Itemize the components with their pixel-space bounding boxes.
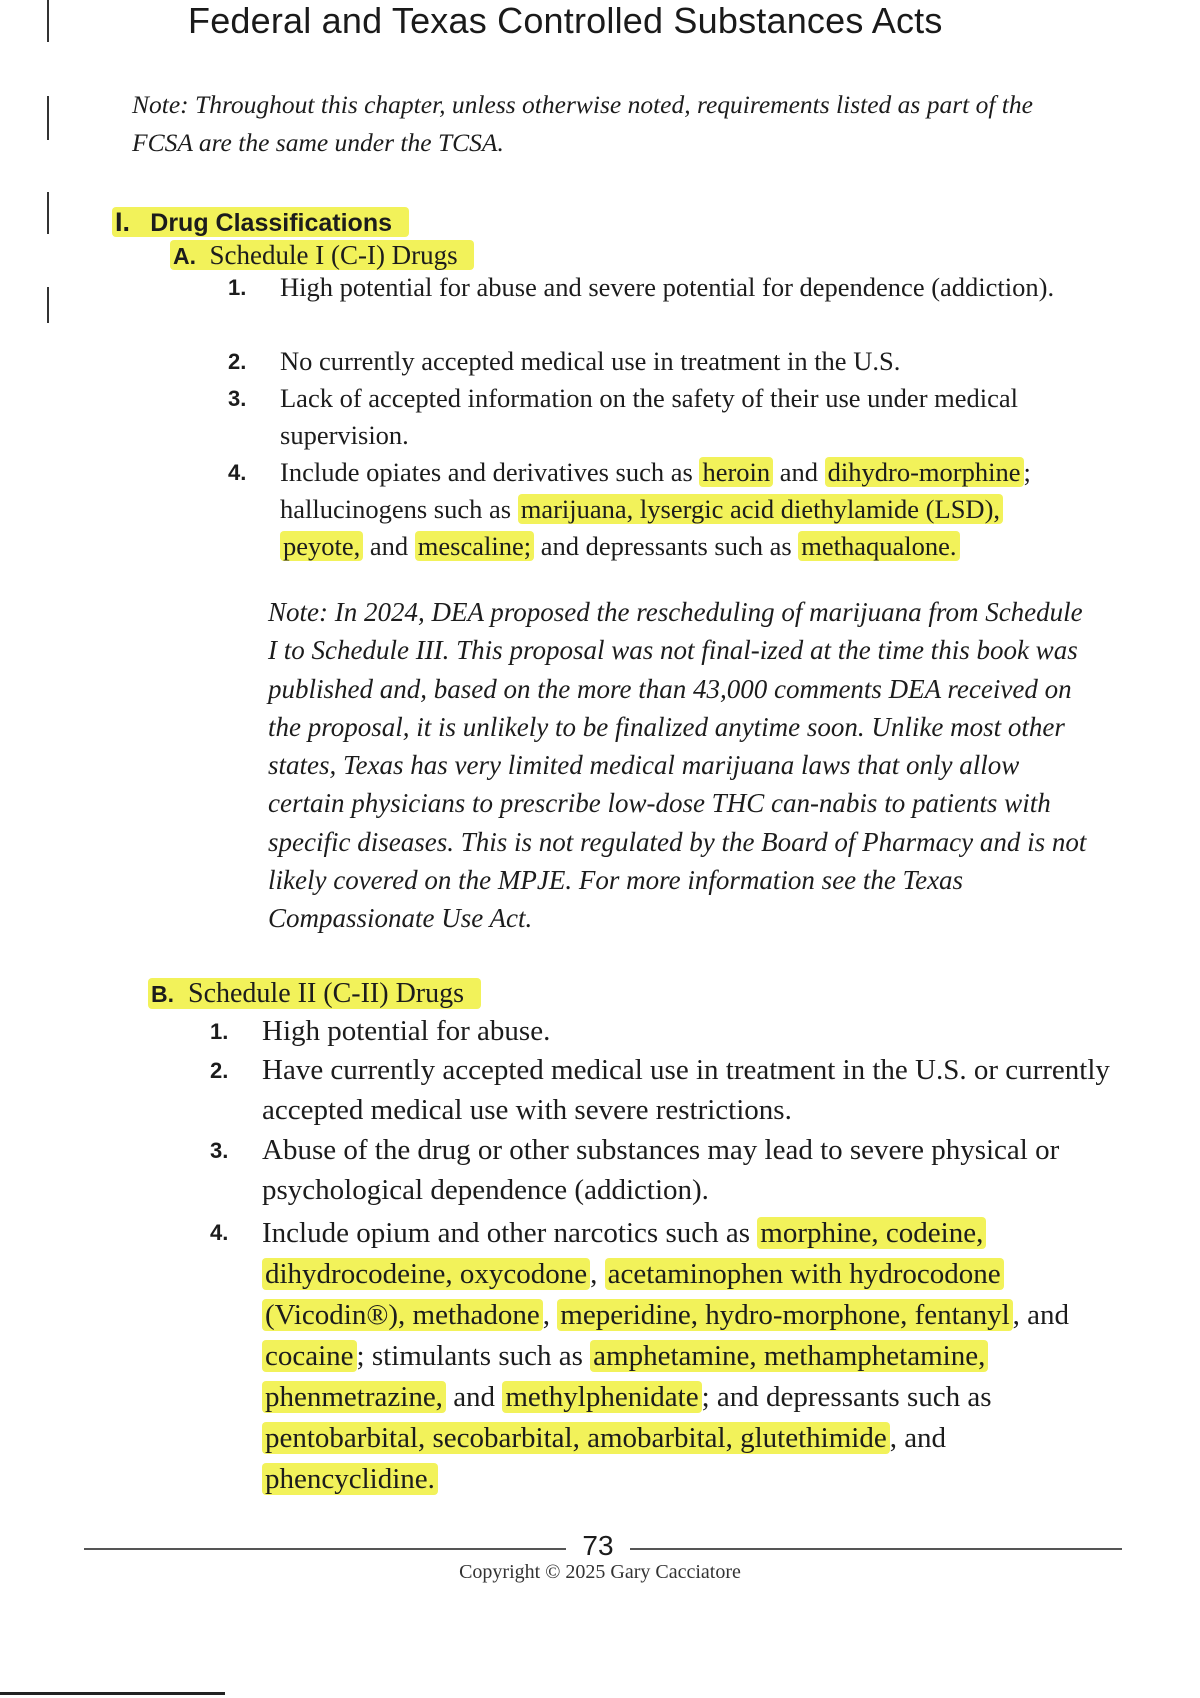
text-run: ; hallucinogens such as xyxy=(280,457,1031,524)
section-number: I. xyxy=(115,207,131,237)
highlighted-term: phencyclidine. xyxy=(262,1463,438,1495)
page-number: 73 xyxy=(582,1530,614,1561)
text-run: and xyxy=(363,531,415,561)
list-item xyxy=(228,343,1068,380)
schedule-a-title: Schedule I (C-I) Drugs xyxy=(209,240,458,270)
list-item-number: 3. xyxy=(210,1138,229,1163)
list-item-text: Have currently accepted medical use in treatment in the U.S. or currently accepted medical use with severe restrictions. xyxy=(262,1054,1110,1126)
list-item-number: 2. xyxy=(210,1058,229,1083)
text-run: and xyxy=(445,1381,503,1413)
schedule-b-letter: B. xyxy=(151,981,174,1007)
text-run: , and xyxy=(1012,1299,1069,1331)
list-item-number: 4. xyxy=(210,1220,229,1245)
highlighted-term: heroin xyxy=(699,457,773,487)
list-item-text: No currently accepted medical use in treatment in the U.S. xyxy=(280,346,901,376)
list-item-text xyxy=(280,454,1068,565)
schedule-b-heading xyxy=(148,975,481,1013)
margin-mark xyxy=(47,0,49,42)
section-title: Drug Classifications xyxy=(150,209,392,237)
highlighted-term: pentobarbital, secobarbital, amobarbital, glutethimide xyxy=(262,1422,890,1454)
text-run: , xyxy=(542,1299,558,1331)
highlighted-term: acetaminophen with hydrocodone (Vicodin®), methadone xyxy=(262,1258,1004,1331)
list-item-text: High potential for abuse. xyxy=(262,1015,551,1047)
list-item xyxy=(210,1012,1110,1052)
schedule-b-heading-highlight xyxy=(148,978,481,1009)
schedule-a-letter: A. xyxy=(173,243,196,269)
list-item-text: High potential for abuse and severe potential for dependence (addiction). xyxy=(280,272,1055,302)
list-item-number: 3. xyxy=(228,386,247,411)
list-item xyxy=(210,1051,1110,1130)
list-item-text: Abuse of the drug or other substances may lead to severe physical or psychological dependence (addiction). xyxy=(262,1134,1060,1206)
schedule-a-note: Note: In 2024, DEA proposed the rescheduling of marijuana from Schedule I to Schedule III. This proposal was not final-ized at the time this book was published and, based on the more than 43,000 comments DEA received on the proposal, it is unlikely to be finalized anytime soon. Unlike most other states, Texas has very limited medical marijuana laws that only allow certain physicians to prescribe low-dose THC can-nabis to patients with specific diseases. This is not regulated by the Board of Pharmacy and is not likely covered on the MPJE. For more information see the Texas Compassionate Use Act. xyxy=(268,597,1087,934)
margin-mark xyxy=(47,287,49,323)
text-run: and depressants such as xyxy=(534,531,799,561)
text-run: ; and depressants such as xyxy=(701,1381,992,1413)
list-item xyxy=(228,454,1068,565)
chapter-title: Federal and Texas Controlled Substances Acts xyxy=(188,0,943,41)
list-item xyxy=(228,269,1068,306)
list-item xyxy=(228,380,1068,454)
text-run: and xyxy=(773,457,825,487)
margin-mark xyxy=(47,96,49,140)
intro-note: Note: Throughout this chapter, unless otherwise noted, requirements listed as part of the FCSA are the same under the TCSA. xyxy=(132,90,1033,157)
text-run: Include opium and other narcotics such as xyxy=(262,1217,758,1249)
list-item-number: 4. xyxy=(228,460,247,485)
highlighted-term: morphine, codeine, dihydrocodeine, oxycodone xyxy=(262,1217,986,1290)
copyright: Copyright © 2025 Gary Cacciatore xyxy=(459,1561,741,1583)
list-item-text: Lack of accepted information on the safety of their use under medical supervision. xyxy=(280,383,1019,450)
list-item-number: 1. xyxy=(210,1019,229,1044)
schedule-b-title: Schedule II (C-II) Drugs xyxy=(188,978,465,1009)
highlighted-term: cocaine xyxy=(262,1340,357,1372)
text-run: , xyxy=(590,1258,605,1290)
footer-rule-left xyxy=(84,1548,566,1550)
schedule-a-heading-highlight xyxy=(170,240,474,270)
bottom-rule xyxy=(0,1692,225,1695)
list-item xyxy=(210,1213,1110,1500)
section-heading-highlight xyxy=(112,207,409,237)
footer-rule-right xyxy=(630,1548,1122,1550)
highlighted-term: dihydro-morphine xyxy=(825,457,1024,487)
list-item-text xyxy=(262,1213,1110,1500)
margin-mark xyxy=(47,192,49,234)
text-run: Include opiates and derivatives such as xyxy=(280,457,700,487)
text-run: , and xyxy=(889,1422,947,1454)
highlighted-term: amphetamine, methamphetamine, phenmetrazine, xyxy=(262,1340,988,1413)
text-run: ; stimulants such as xyxy=(356,1340,591,1372)
list-item-number: 1. xyxy=(228,275,247,300)
highlighted-term: methaqualone. xyxy=(798,531,959,561)
highlighted-term: methylphenidate xyxy=(502,1381,701,1413)
highlighted-term: mescaline; xyxy=(415,531,534,561)
highlighted-term: marijuana, lysergic acid diethylamide (LSD), peyote, xyxy=(280,494,1003,561)
list-item xyxy=(210,1131,1110,1210)
list-item-number: 2. xyxy=(228,349,247,374)
highlighted-term: meperidine, hydro-morphone, fentanyl xyxy=(557,1299,1012,1331)
